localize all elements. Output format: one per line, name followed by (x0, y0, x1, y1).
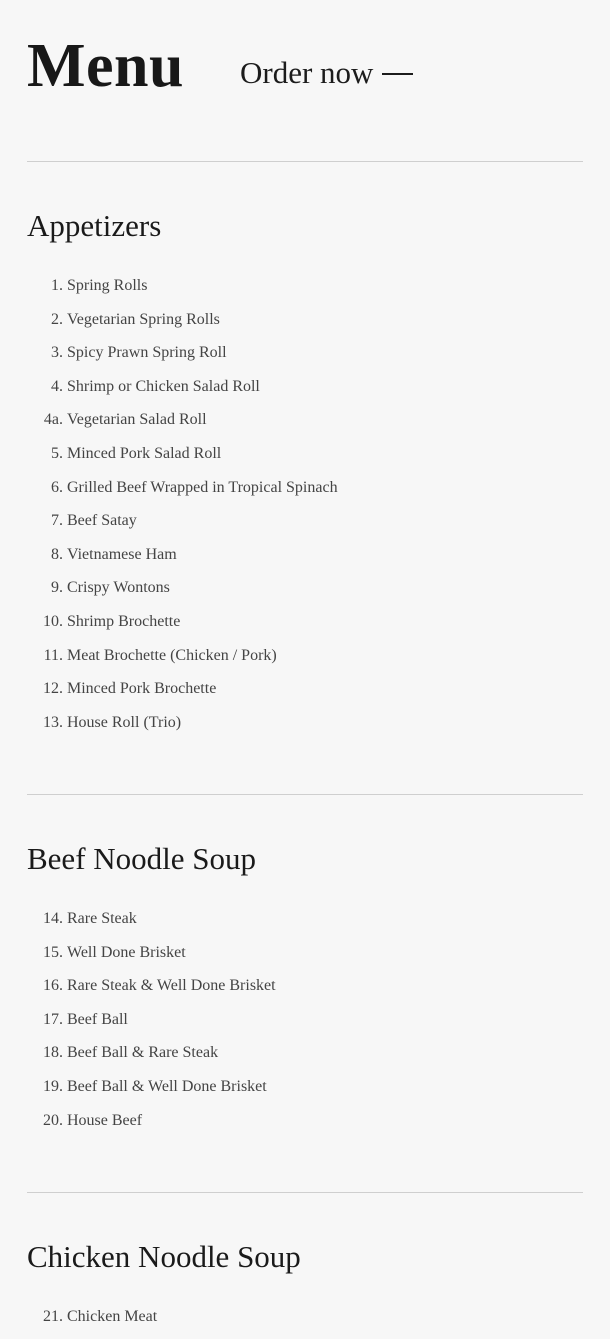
list-item (27, 644, 583, 678)
item-number: 19. (43, 1077, 63, 1095)
item-name: Shrimp Brochette (67, 612, 181, 630)
item-name: Beef Satay (67, 512, 137, 530)
beef-noodle-soup-list (27, 907, 583, 1142)
item-name: Grilled Beef Wrapped in Tropical Spinach (67, 478, 338, 496)
item-name: House Beef (67, 1111, 143, 1129)
list-item (27, 974, 583, 1008)
item-name: Rare Steak & Well Done Brisket (67, 977, 276, 995)
item-number: 2. (51, 310, 63, 328)
item-number: 11. (43, 646, 63, 664)
item-name: House Roll (Trio) (67, 713, 182, 731)
list-item (27, 941, 583, 975)
item-number: 6. (51, 478, 63, 496)
item-name: Vegetarian Spring Rolls (67, 310, 220, 328)
section-title: Beef Noodle Soup (27, 841, 257, 876)
list-item (27, 543, 583, 577)
appetizers-list (27, 274, 583, 744)
item-number: 16. (43, 977, 63, 995)
item-number: 1. (51, 277, 63, 294)
order-now-link[interactable] (240, 53, 413, 93)
section-divider (27, 161, 583, 162)
item-name: Crispy Wontons (67, 579, 170, 597)
list-item (27, 907, 583, 941)
item-name: Minced Pork Salad Roll (67, 444, 222, 462)
item-number: 18. (43, 1044, 63, 1062)
item-name: Chicken Meat (67, 1308, 158, 1325)
dash-icon (382, 73, 413, 75)
item-number: 17. (43, 1010, 63, 1028)
item-name: Beef Ball & Rare Steak (67, 1044, 219, 1062)
item-number: 13. (43, 713, 63, 731)
item-number: 10. (43, 612, 63, 630)
list-item (27, 408, 583, 442)
item-name: Vegetarian Salad Roll (67, 411, 207, 429)
item-number: 4a. (43, 411, 63, 429)
section-divider (27, 794, 583, 795)
section-beef-noodle-soup (27, 839, 583, 1129)
chicken-noodle-soup-list (27, 1305, 583, 1339)
list-item (27, 509, 583, 543)
item-name: Beef Ball & Well Done Brisket (67, 1077, 267, 1095)
section-title: Chicken Noodle Soup (27, 1239, 301, 1274)
item-name: Well Done Brisket (67, 943, 186, 961)
item-name: Spicy Prawn Spring Roll (67, 344, 227, 362)
item-number: 15. (43, 943, 63, 961)
list-item (27, 476, 583, 510)
section-chicken-noodle-soup (27, 1237, 583, 1325)
list-item (27, 711, 583, 745)
order-now-label: Order now (240, 55, 374, 90)
list-item (27, 1109, 583, 1143)
list-item (27, 1075, 583, 1109)
page-title: Menu (27, 32, 184, 100)
item-name: Rare Steak (67, 910, 137, 927)
list-item (27, 610, 583, 644)
list-item (27, 576, 583, 610)
list-item (27, 442, 583, 476)
item-number: 5. (51, 444, 63, 462)
list-item (27, 1008, 583, 1042)
section-title: Appetizers (27, 208, 162, 243)
list-item (27, 308, 583, 342)
item-number: 9. (51, 579, 63, 597)
item-number: 7. (51, 512, 63, 530)
section-divider (27, 1192, 583, 1193)
item-name: Shrimp or Chicken Salad Roll (67, 377, 260, 395)
item-name: Minced Pork Brochette (67, 680, 217, 698)
list-item (27, 1305, 583, 1339)
list-item (27, 375, 583, 409)
list-item (27, 677, 583, 711)
list-item (27, 1041, 583, 1075)
section-appetizers (27, 206, 583, 731)
item-name: Spring Rolls (67, 277, 148, 294)
item-name: Beef Ball (67, 1010, 128, 1028)
item-number: 20. (43, 1111, 63, 1129)
item-number: 14. (43, 910, 63, 927)
item-number: 3. (51, 344, 63, 362)
item-number: 4. (51, 377, 63, 395)
item-name: Vietnamese Ham (67, 545, 177, 563)
item-number: 21. (43, 1308, 63, 1325)
list-item (27, 341, 583, 375)
list-item (27, 274, 583, 308)
item-number: 8. (51, 545, 63, 563)
item-number: 12. (43, 680, 63, 698)
item-name: Meat Brochette (Chicken / Pork) (67, 646, 277, 664)
page-header (27, 28, 583, 108)
